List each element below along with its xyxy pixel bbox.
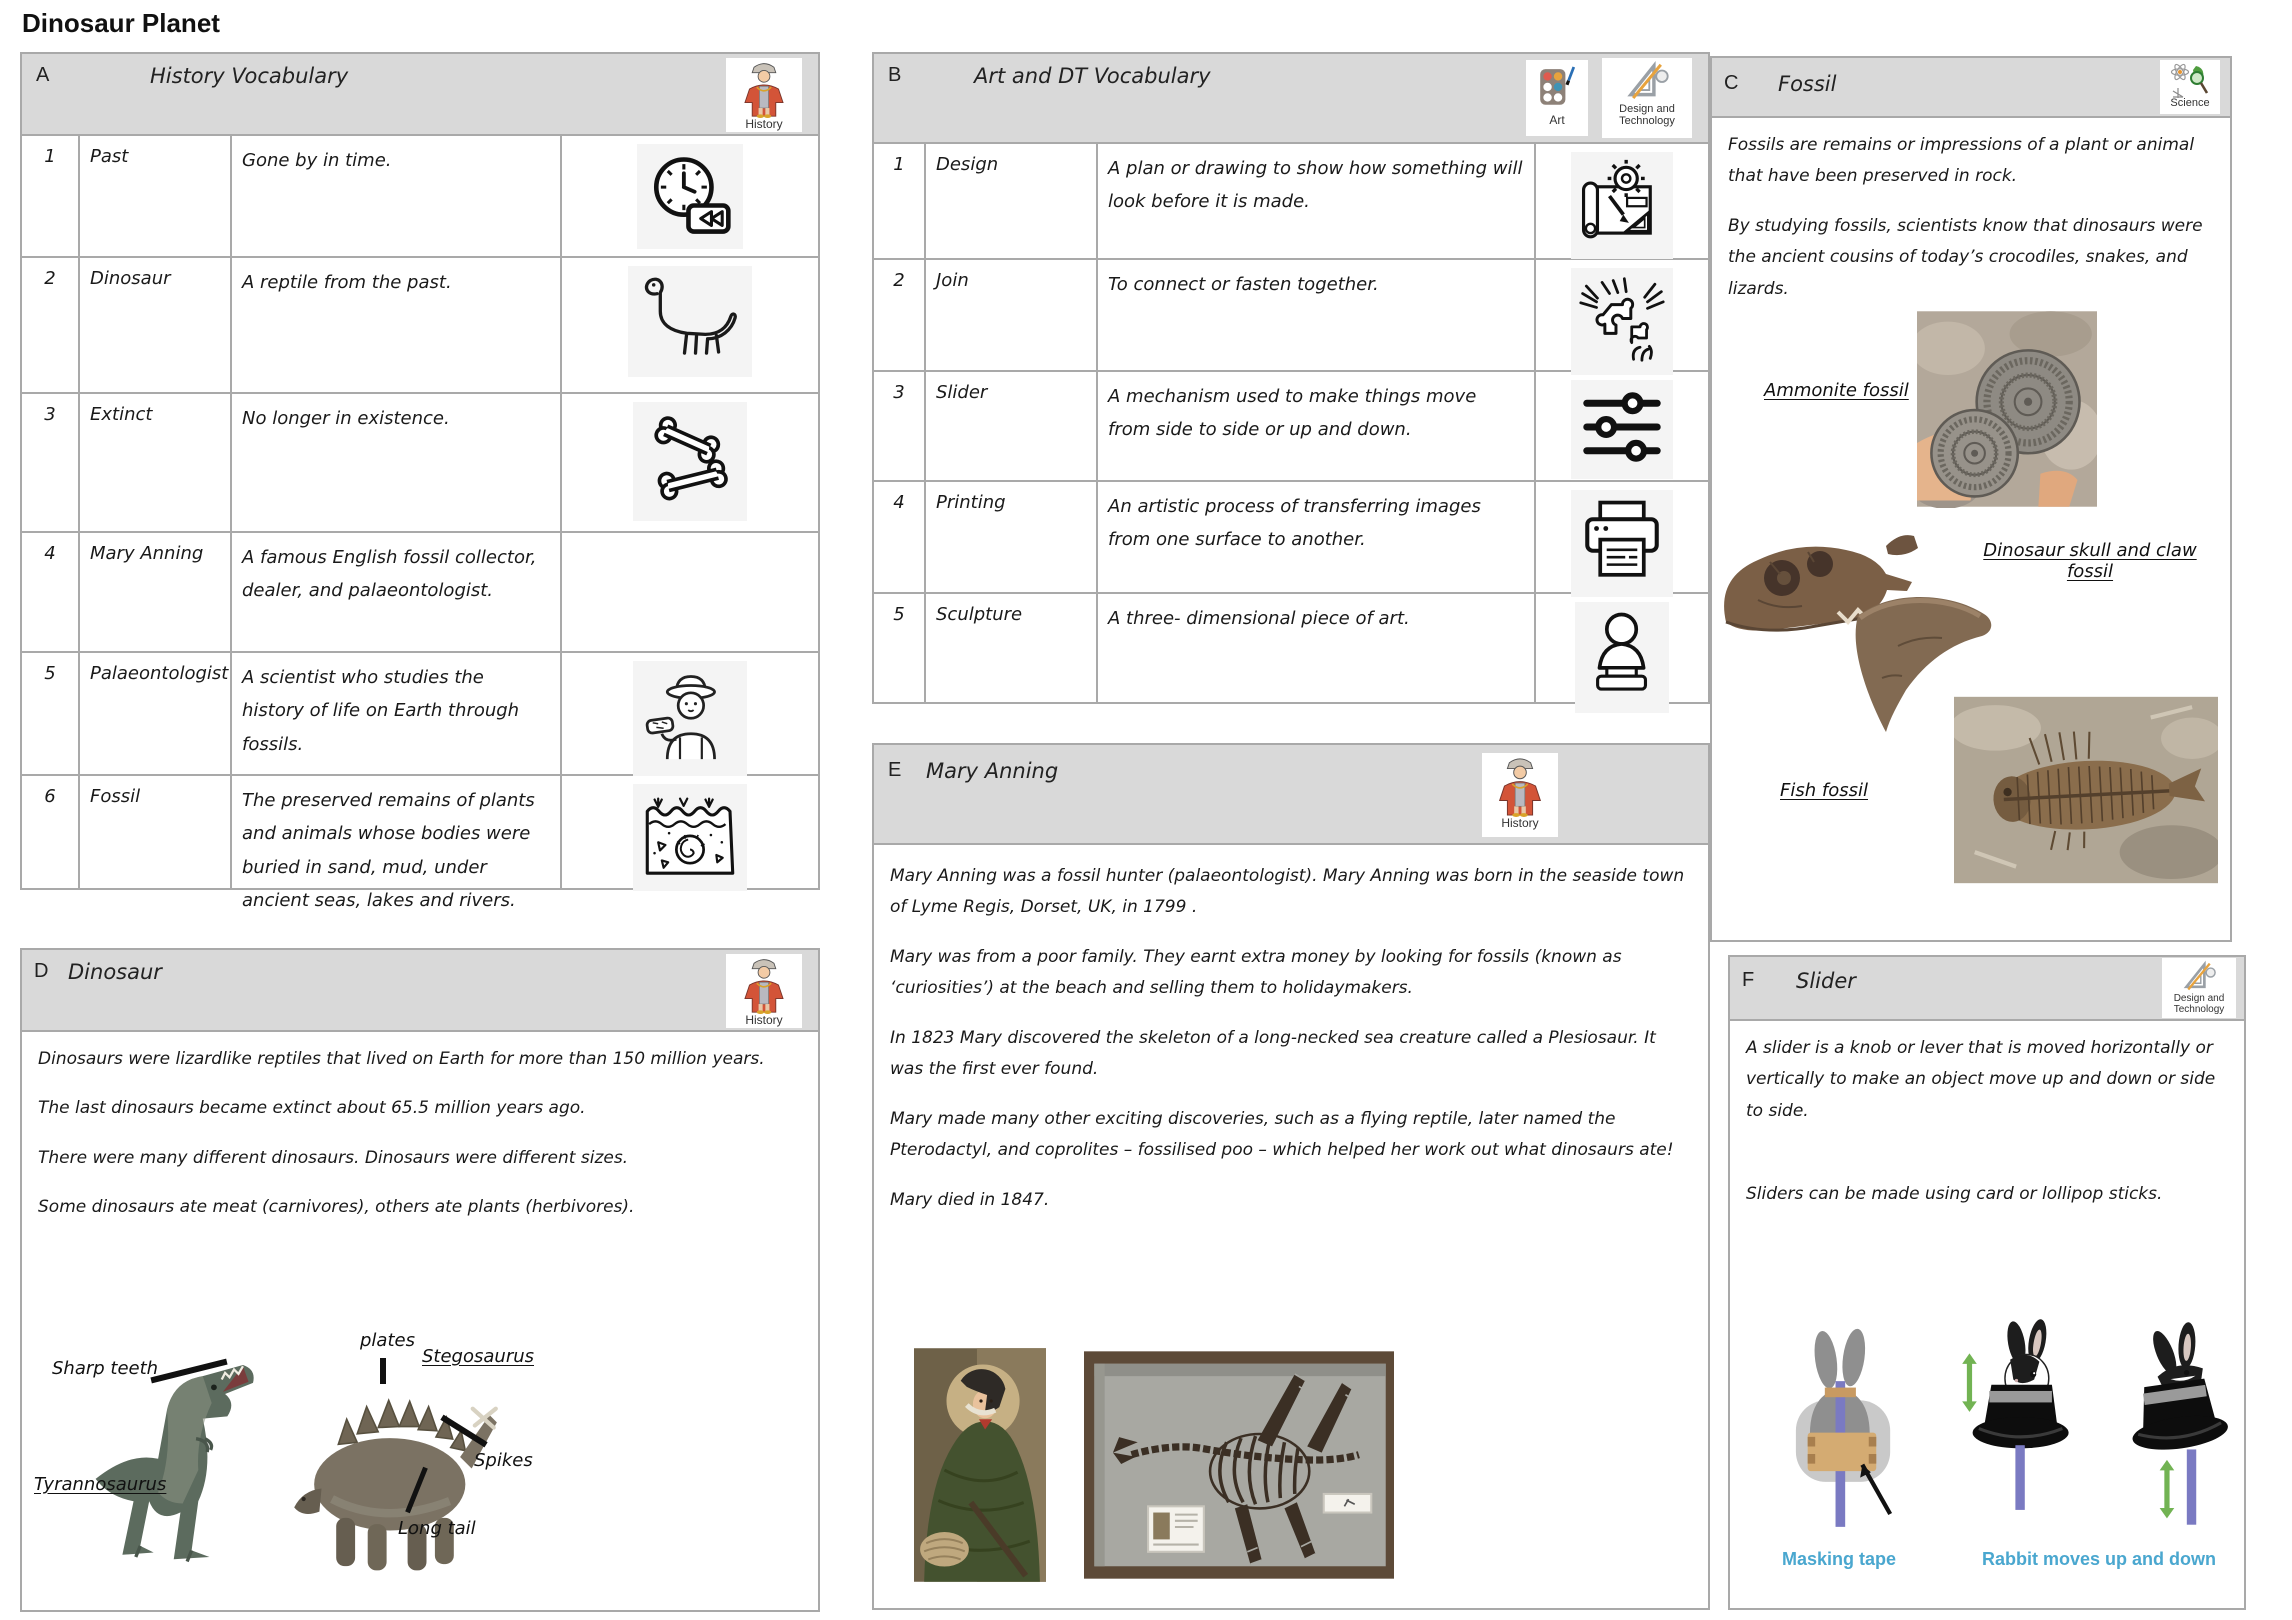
mary-anning-text	[874, 845, 1708, 1216]
row-number: 5	[22, 653, 80, 774]
paragraph: By studying fossils, scientists know that dinosaurs were the ancient cousins of today’s crocodiles, snakes, and lizards.	[1728, 215, 2203, 299]
vocab-definition: A three- dimensional piece of art.	[1098, 594, 1536, 704]
dinosaur-outline-icon	[635, 273, 745, 365]
slider-back-view-illustration	[1780, 1319, 1905, 1544]
vocab-definition: A reptile from the past.	[232, 258, 562, 392]
slider-text	[1730, 1021, 2244, 1211]
vocab-word: Printing	[926, 482, 1098, 592]
printer-icon	[1578, 497, 1666, 585]
dt-subject-badge	[1602, 58, 1692, 138]
sliders-icon	[1578, 387, 1666, 467]
panel-f-letter: F	[1742, 969, 1755, 991]
paragraph: Mary died in 1847.	[890, 1189, 1050, 1210]
table-row	[22, 653, 818, 776]
panel-d-header	[22, 950, 818, 1032]
table-row	[22, 136, 818, 258]
panel-dinosaur	[20, 948, 820, 1612]
fish-fossil-photo	[1954, 696, 2218, 884]
dt-badge-label: Design and Technology	[1619, 103, 1675, 127]
art-palette-icon	[1536, 62, 1578, 114]
vocab-word: Design	[926, 144, 1098, 258]
history-subject-badge	[1482, 753, 1558, 837]
vocab-definition: To connect or fasten together.	[1098, 260, 1536, 370]
design-blueprint-icon	[1578, 159, 1666, 247]
table-row	[874, 594, 1708, 704]
vocab-definition: Gone by in time.	[232, 136, 562, 256]
science-subject-badge	[2160, 60, 2220, 114]
vocab-word: Join	[926, 260, 1098, 370]
vocab-word: Mary Anning	[80, 533, 232, 651]
dt-subject-badge	[2162, 958, 2236, 1018]
paragraph: There were many different dinosaurs. Dinosaurs were different sizes.	[38, 1147, 629, 1168]
art-badge-label: Art	[1549, 113, 1565, 127]
history-badge-label: History	[745, 1013, 783, 1027]
table-row	[22, 258, 818, 394]
bones-icon	[640, 409, 740, 509]
vocab-definition: The preserved remains of plants and animals whose bodies were buried in sand, mud, under ancient seas, lakes and rivers.	[232, 776, 562, 890]
vocab-word: Slider	[926, 372, 1098, 480]
vocab-word: Sculpture	[926, 594, 1098, 704]
science-icon	[2169, 62, 2211, 98]
fossil-text	[1712, 118, 2230, 305]
history-king-icon	[1492, 755, 1548, 817]
paragraph: In 1823 Mary discovered the skeleton of a long-necked sea creature called a Plesiosaur. It was the first ever found.	[890, 1027, 1656, 1080]
row-number: 1	[874, 144, 926, 258]
history-badge-label: History	[1501, 816, 1539, 830]
long-tail-label: Long tail	[398, 1518, 476, 1539]
panel-d-title: Dinosaur	[68, 960, 162, 984]
panel-e-title: Mary Anning	[926, 759, 1059, 783]
row-number: 2	[874, 260, 926, 370]
table-row	[874, 482, 1708, 594]
vocab-definition: A mechanism used to make things move from side to side or up and down.	[1098, 372, 1536, 480]
vocab-definition: No longer in existence.	[232, 394, 562, 531]
empty-icon-cell	[562, 533, 818, 651]
vocab-definition: A famous English fossil collector, dealer, and palaeontologist.	[232, 533, 562, 651]
panel-history-vocabulary	[20, 52, 820, 911]
history-king-icon	[737, 956, 791, 1014]
stegosaurus-label: Stegosaurus	[422, 1346, 534, 1367]
panel-e-header	[874, 745, 1708, 845]
panel-d-letter: D	[34, 960, 49, 982]
panel-slider	[1728, 955, 2246, 1610]
table-row	[874, 144, 1708, 260]
clock-rewind-icon	[644, 151, 736, 237]
table-row	[22, 394, 818, 533]
palaeontologist-icon	[640, 668, 740, 764]
panel-f-title: Slider	[1796, 969, 1856, 993]
panel-fossil	[1710, 56, 2232, 942]
stegosaurus-image	[290, 1358, 500, 1578]
table-row	[874, 372, 1708, 482]
ammonite-caption: Ammonite fossil	[1764, 380, 1909, 401]
masking-tape-label: Masking tape	[1782, 1549, 1897, 1569]
row-number: 4	[22, 533, 80, 651]
panel-a-letter: A	[36, 64, 50, 86]
mary-anning-portrait	[914, 1347, 1046, 1583]
row-number: 5	[874, 594, 926, 704]
row-number: 2	[22, 258, 80, 392]
table-row	[22, 776, 818, 911]
panel-f-header	[1730, 957, 2244, 1021]
design-technology-icon	[1624, 60, 1670, 104]
panel-c-title: Fossil	[1778, 72, 1837, 96]
art-subject-badge	[1526, 60, 1588, 136]
panel-b-header	[874, 54, 1708, 144]
spikes-label: Spikes	[474, 1450, 533, 1471]
dinosaur-text	[22, 1032, 818, 1224]
sharp-teeth-label: Sharp teeth	[52, 1358, 159, 1379]
table-row	[874, 260, 1708, 372]
paragraph: Sliders can be made using card or lollipop sticks.	[1746, 1184, 2163, 1205]
row-number: 3	[22, 394, 80, 531]
panel-c-letter: C	[1724, 72, 1739, 94]
plates-pointer-line	[380, 1358, 386, 1384]
vocab-definition: A plan or drawing to show how something will look before it is made.	[1098, 144, 1536, 258]
paragraph: The last dinosaurs became extinct about 65.5 million years ago.	[38, 1098, 586, 1119]
vocab-word: Palaeontologist	[80, 653, 232, 774]
history-badge-label: History	[745, 117, 783, 131]
paragraph: Some dinosaurs ate meat (carnivores), others ate plants (herbivores).	[38, 1197, 635, 1218]
history-subject-badge	[726, 58, 802, 132]
art-dt-vocab-table	[874, 144, 1708, 704]
panel-e-letter: E	[888, 759, 902, 781]
row-number: 1	[22, 136, 80, 256]
page-title: Dinosaur Planet	[22, 8, 220, 38]
plates-label: plates	[360, 1330, 415, 1351]
fossil-layers-icon	[640, 791, 740, 879]
fish-fossil-caption: Fish fossil	[1780, 780, 1868, 801]
history-king-icon	[737, 60, 791, 118]
row-number: 6	[22, 776, 80, 890]
vocab-word: Past	[80, 136, 232, 256]
plesiosaur-skeleton-photo	[1084, 1351, 1394, 1579]
history-vocab-table	[22, 136, 818, 911]
paragraph: Fossils are remains or impressions of a plant or animal that have been preserved in rock.	[1728, 135, 2195, 187]
panel-art-dt-vocabulary	[872, 52, 1710, 704]
dt-badge-label: Design and Technology	[2173, 993, 2225, 1015]
paragraph: Mary made many other exciting discoveries, such as a flying reptile, later named the Pterodactyl, and coprolites – fossilised poo – which helped her work out what dinosaurs ate!	[890, 1108, 1674, 1161]
panel-b-title: Art and DT Vocabulary	[974, 64, 1211, 88]
vocab-word: Dinosaur	[80, 258, 232, 392]
paragraph: Dinosaurs were lizardlike reptiles that lived on Earth for more than 150 million years.	[38, 1049, 765, 1069]
row-number: 4	[874, 482, 926, 592]
slider-rabbit-up-illustration	[1958, 1313, 2078, 1543]
ammonite-photo	[1917, 310, 2097, 508]
slider-rabbit-down-illustration	[2122, 1313, 2237, 1543]
skull-claw-caption: Dinosaur skull and claw fossil	[1983, 540, 2197, 582]
history-subject-badge	[726, 954, 802, 1028]
design-technology-icon	[2180, 960, 2218, 994]
rabbit-moves-label: Rabbit moves up and down	[1982, 1549, 2217, 1569]
tyrannosaurus-label: Tyrannosaurus	[34, 1474, 167, 1495]
paragraph: A slider is a knob or lever that is moved horizontally or vertically to make an object move up and down or side to side.	[1746, 1038, 2216, 1121]
vocab-definition: A scientist who studies the history of life on Earth through fossils.	[232, 653, 562, 774]
science-badge-label: Science	[2170, 97, 2210, 109]
panel-c-header	[1712, 58, 2230, 118]
paragraph: Mary Anning was a fossil hunter (palaeontologist). Mary Anning was born in the seaside town of Lyme Regis, Dorset, UK, in 1799 .	[890, 866, 1685, 918]
panel-a-header	[22, 54, 818, 136]
panel-a-title: History Vocabulary	[150, 64, 349, 88]
panel-b-letter: B	[888, 64, 902, 86]
row-number: 3	[874, 372, 926, 480]
join-hands-puzzle-icon	[1578, 275, 1666, 363]
vocab-definition: An artistic process of transferring images from one surface to another.	[1098, 482, 1536, 592]
panel-mary-anning	[872, 743, 1710, 1610]
sculpture-bust-icon	[1582, 609, 1662, 701]
vocab-word: Extinct	[80, 394, 232, 531]
paragraph: Mary was from a poor family. They earnt extra money by looking for fossils (known as ‘curiosities’) at the beach and selling them to holidaymakers.	[890, 946, 1622, 999]
vocab-word: Fossil	[80, 776, 232, 890]
table-row	[22, 533, 818, 653]
